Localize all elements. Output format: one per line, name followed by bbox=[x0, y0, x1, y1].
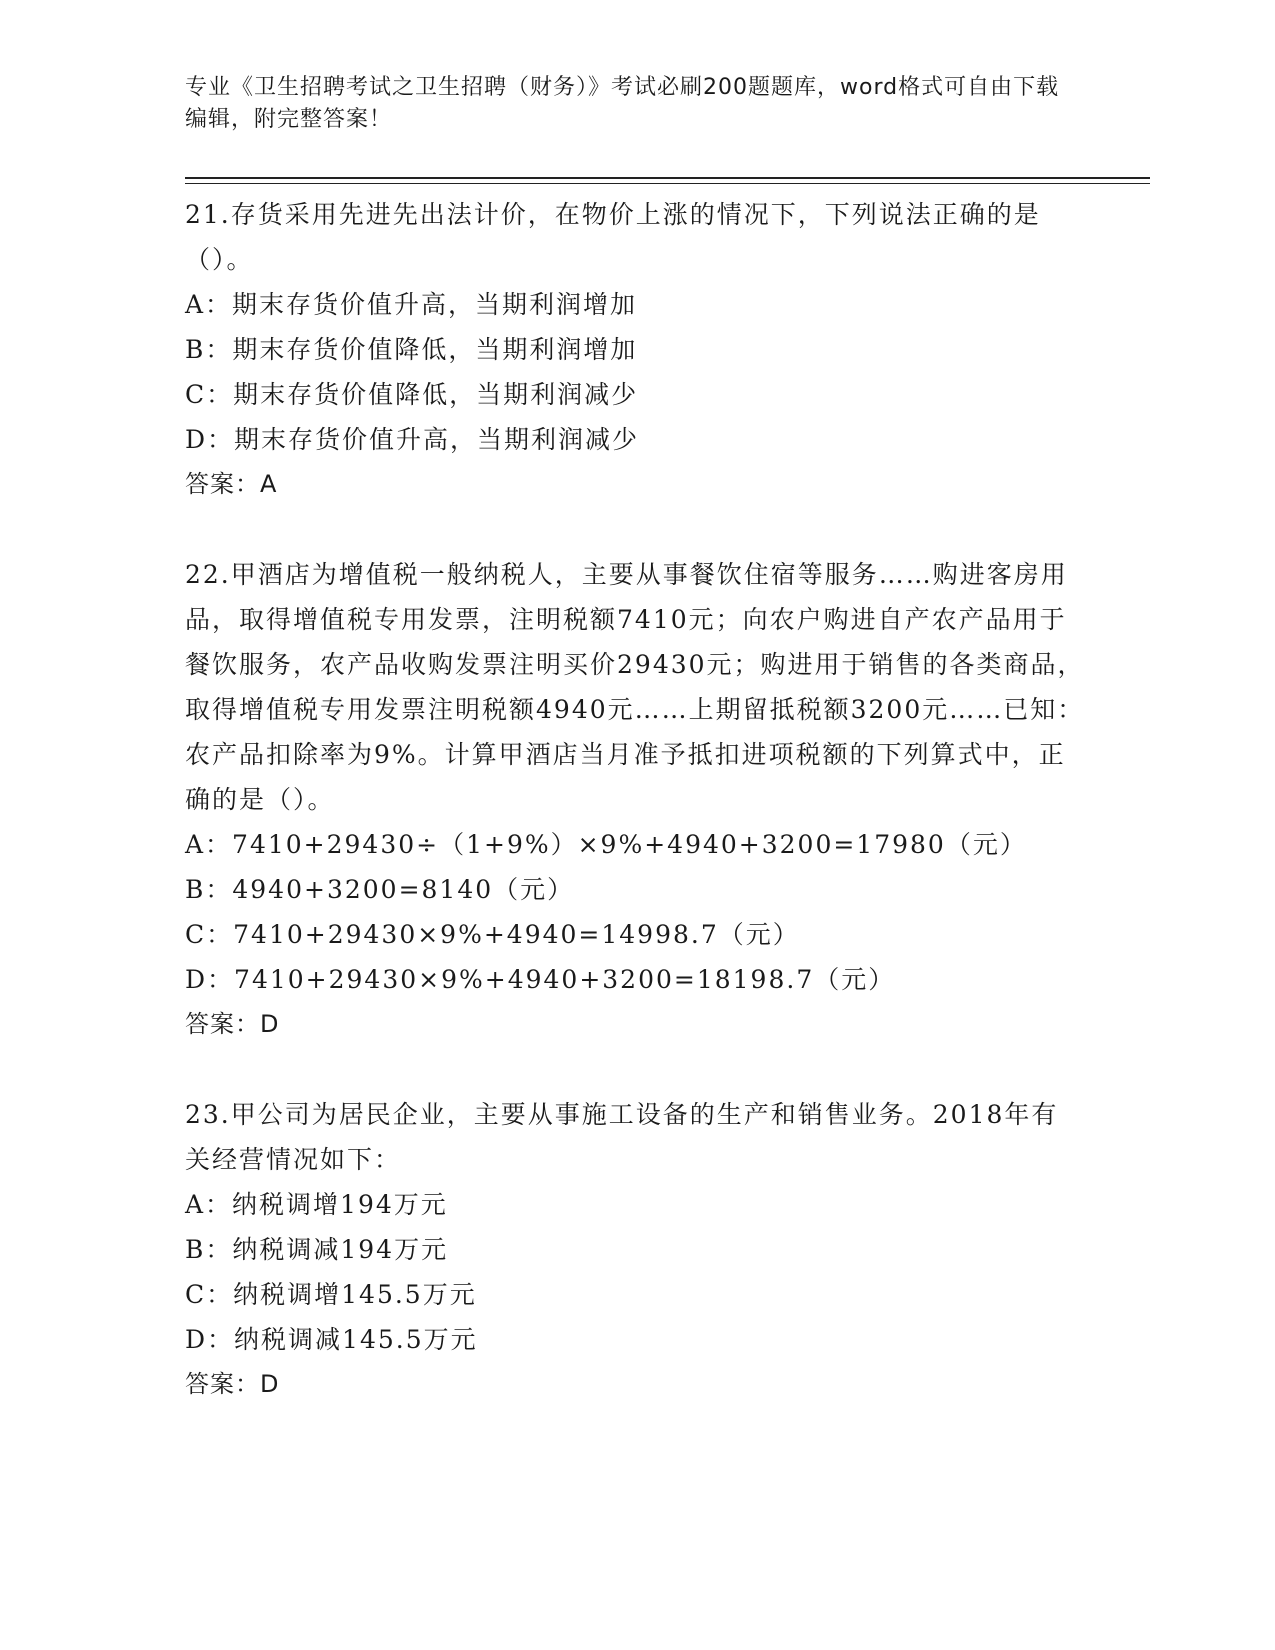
option-d: D：期末存货价值升高，当期利润减少 bbox=[185, 425, 640, 454]
option-c: C：期末存货价值降低，当期利润减少 bbox=[185, 380, 639, 409]
question-spacer bbox=[185, 1047, 1085, 1092]
document-header: 专业《卫生招聘考试之卫生招聘（财务）》考试必刷200题题库，word格式可自由下载编辑，附完整答案！ bbox=[185, 75, 1060, 132]
answer-line: 答案：D bbox=[185, 1370, 280, 1398]
question-21 bbox=[185, 192, 1085, 507]
option-a: A：纳税调增194万元 bbox=[185, 1190, 448, 1219]
question-stem: 22.甲酒店为增值税一般纳税人，主要从事餐饮住宿等服务……购进客房用品，取得增值税专用发票，注明税额7410元；向农户购进自产农产品用于餐饮服务，农产品收购发票注明买价29430元；购进用于销售的各类商品，取得增值税专用发票注明税额4940元……上期留抵税额3200元……已知：农产品扣除率为9%。计算甲酒店当月准予抵扣进项税额的下列算式中，正确的是（）。 bbox=[185, 560, 1085, 814]
answer-line: 答案：A bbox=[185, 470, 278, 498]
option-c: C：纳税调增145.5万元 bbox=[185, 1280, 477, 1309]
question-stem: 23.甲公司为居民企业，主要从事施工设备的生产和销售业务。2018年有关经营情况如下： bbox=[185, 1100, 1059, 1174]
question-stem: 21.存货采用先进先出法计价，在物价上涨的情况下，下列说法正确的是（）。 bbox=[185, 200, 1041, 274]
question-spacer bbox=[185, 507, 1085, 552]
option-b: B：纳税调减194万元 bbox=[185, 1235, 449, 1264]
option-c: C：7410+29430×9%+4940=14998.7（元） bbox=[185, 920, 800, 949]
header-rule-thin bbox=[185, 183, 1150, 184]
question-22 bbox=[185, 552, 1085, 1047]
question-23 bbox=[185, 1092, 1085, 1407]
option-a: A：7410+29430÷（1+9%）×9%+4940+3200=17980（元） bbox=[185, 830, 1027, 859]
option-d: D：7410+29430×9%+4940+3200=18198.7（元） bbox=[185, 965, 896, 994]
option-d: D：纳税调减145.5万元 bbox=[185, 1325, 478, 1354]
header-rule-thick bbox=[185, 177, 1150, 179]
option-b: B：4940+3200=8140（元） bbox=[185, 875, 575, 904]
answer-line: 答案：D bbox=[185, 1010, 280, 1038]
option-b: B：期末存货价值降低，当期利润增加 bbox=[185, 335, 638, 364]
question-list bbox=[185, 192, 1085, 1407]
option-a: A：期末存货价值升高，当期利润增加 bbox=[185, 290, 638, 319]
